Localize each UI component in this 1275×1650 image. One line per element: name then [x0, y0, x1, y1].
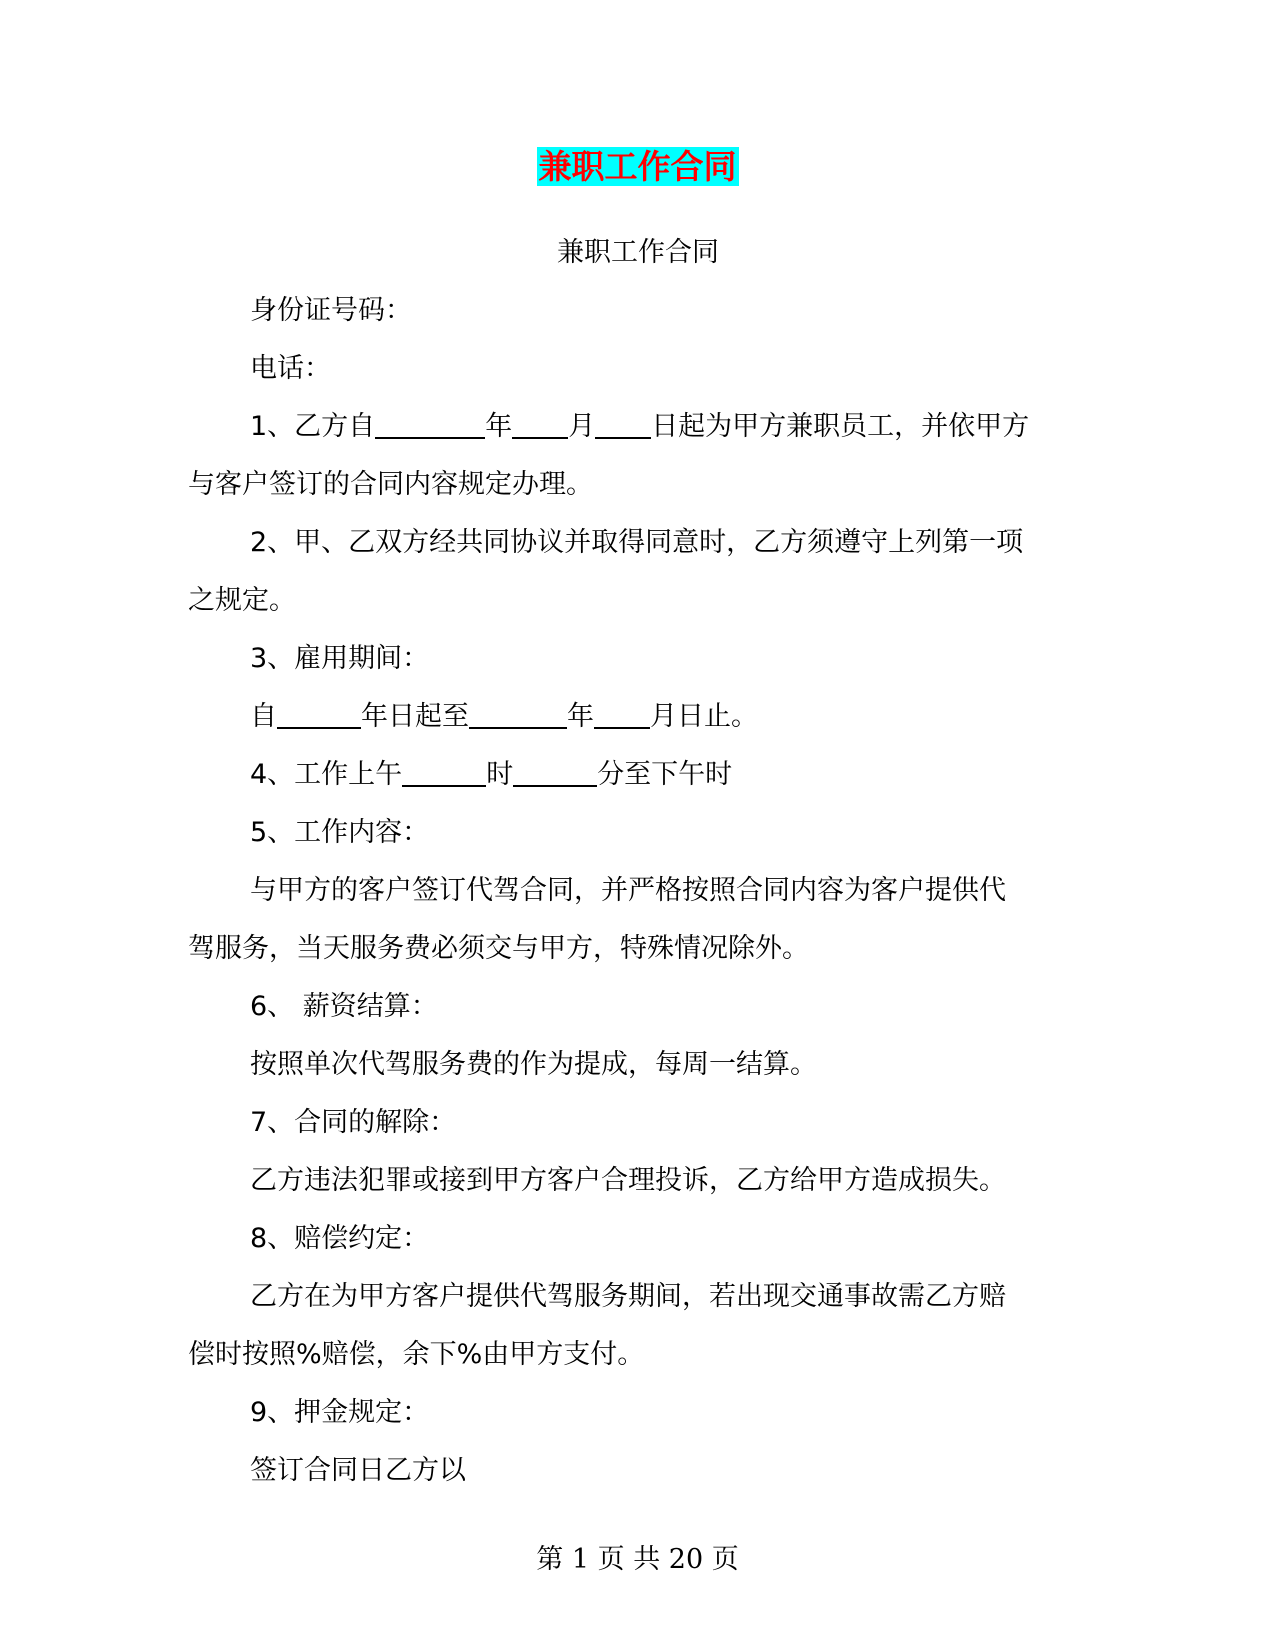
blank-start-day	[595, 436, 651, 439]
clause-6-text: 按照单次代驾服务费的作为提成，每周一结算。	[250, 1049, 817, 1080]
clause-3-part-b: 年日起至	[361, 701, 469, 732]
clause-2: 2、甲、乙双方经共同协议并取得同意时，乙方须遵守上列第一项	[250, 527, 1024, 558]
clause-9-heading: 9、押金规定：	[250, 1397, 430, 1428]
clause-6-heading: 6、 薪资结算：	[250, 991, 438, 1022]
clause-7-text: 乙方违法犯罪或接到甲方客户合理投诉，乙方给甲方造成损失。	[250, 1165, 1006, 1196]
clause-1-part-b: 年	[485, 411, 513, 442]
clause-5-text: 与甲方的客户签订代驾合同，并严格按照合同内容为客户提供代	[250, 875, 1006, 906]
blank-period-start-year	[277, 726, 361, 729]
clause-1	[188, 398, 1088, 456]
clause-1-part-d: 日起为甲方兼职员工，并依甲方	[651, 411, 1030, 442]
clause-1-part-c: 月	[568, 411, 596, 442]
clause-5-continued: 驾服务，当天服务费必须交与甲方，特殊情况除外。	[188, 933, 809, 964]
clause-1-part-a: 1、乙方自	[250, 411, 376, 442]
id-number-label: 身份证号码：	[250, 295, 412, 326]
blank-start-minute	[513, 784, 597, 787]
blank-period-end-month	[594, 726, 650, 729]
clause-3-part-a: 自	[250, 701, 277, 732]
clause-2-continued: 之规定。	[188, 585, 296, 616]
clause-5-heading: 5、工作内容：	[250, 817, 430, 848]
blank-start-month	[512, 436, 568, 439]
clause-3-period	[188, 688, 1088, 746]
clause-9-text: 签订合同日乙方以	[250, 1455, 466, 1486]
blank-start-year	[375, 436, 485, 439]
document-title-text: 兼职工作合同	[538, 147, 737, 186]
blank-period-end-year	[469, 726, 567, 729]
clause-4	[188, 746, 1088, 804]
clause-7-heading: 7、合同的解除：	[250, 1107, 457, 1138]
clause-4-part-b: 时	[486, 759, 514, 790]
page-footer	[0, 1540, 1275, 1580]
document-body	[188, 224, 1088, 1500]
document-title	[0, 147, 1275, 193]
clause-3-part-c: 年	[567, 701, 594, 732]
phone-label: 电话：	[250, 353, 331, 384]
clause-8-continued: 偿时按照%赔偿，余下%由甲方支付。	[188, 1339, 645, 1370]
clause-8-heading: 8、赔偿约定：	[250, 1223, 430, 1254]
contract-subtitle: 兼职工作合同	[557, 237, 719, 268]
blank-start-hour	[402, 784, 486, 787]
clause-8-text: 乙方在为甲方客户提供代驾服务期间，若出现交通事故需乙方赔	[250, 1281, 1006, 1312]
clause-4-part-a: 4、工作上午	[250, 759, 403, 790]
clause-4-part-c: 分至下午时	[597, 759, 733, 790]
page-number: 第 1 页 共 20 页	[536, 1544, 739, 1575]
clause-3-heading: 3、雇用期间：	[250, 643, 430, 674]
clause-3-part-d: 月日止。	[650, 701, 758, 732]
clause-1-continued: 与客户签订的合同内容规定办理。	[188, 469, 593, 500]
